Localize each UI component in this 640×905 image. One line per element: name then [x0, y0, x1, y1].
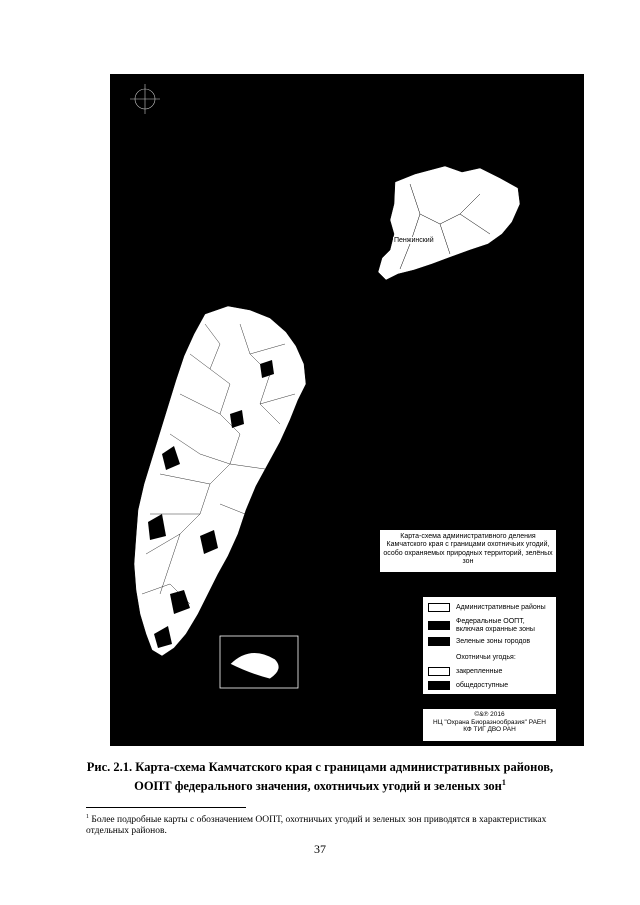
district-label: Пенжинский	[394, 237, 434, 244]
footnote	[86, 812, 556, 837]
caption-line-2-wrap	[0, 775, 640, 794]
legend-label: Зеленые зоны городов	[456, 637, 531, 645]
inset-islands	[220, 636, 298, 688]
legend-item	[428, 637, 530, 646]
legend-swatch-white	[428, 603, 450, 612]
legend-item	[428, 681, 508, 690]
legend-label: Федеральные ООПТ, включая охранные зоны	[456, 618, 535, 633]
legend-swatch-black	[428, 681, 450, 690]
legend-item	[428, 618, 546, 633]
footnote-mark: 1	[86, 814, 89, 820]
map-credit	[423, 709, 556, 741]
page-number: 37	[314, 842, 326, 856]
caption-line-2: ООПТ федерального значения, охотничьих угодий и зеленых зон	[134, 779, 502, 794]
legend-label: общедоступные	[456, 681, 509, 689]
credit-institute: КФ ТИГ ДВО РАН	[463, 726, 516, 733]
legend-swatch-black	[428, 637, 450, 646]
copyright-line: ©&℗ 2016	[474, 711, 505, 718]
legend-swatch-white	[428, 667, 450, 676]
footnote-rule	[86, 807, 246, 808]
caption-line-1: Рис. 2.1. Карта-схема Камчатского края с границами административных районов,	[86, 760, 554, 774]
map-title-box: Карта-схема административного деления Камчатского края с границами охотничьих угодий, особо охраняемых природных территорий, зелёных зон	[379, 529, 557, 573]
legend-hunting-header: Охотничьи угодья:	[456, 654, 516, 661]
legend-item	[428, 603, 546, 612]
northern-region-shape	[378, 166, 520, 280]
footnote-text: Более подробные карты с обозначением ООПТ, охотничьих угодий и зеленых зон приводятся в характеристиках отдельных районов.	[86, 815, 547, 837]
caption-footnote-ref: 1	[501, 778, 506, 787]
legend-label: закрепленные	[456, 667, 503, 675]
map-figure	[110, 74, 584, 746]
peninsula-shape	[134, 306, 306, 656]
compass-icon	[130, 84, 160, 114]
figure-caption	[0, 760, 640, 794]
legend-item	[428, 667, 502, 676]
map-legend	[423, 597, 556, 694]
legend-label: Административные районы	[456, 603, 546, 611]
legend-swatch-black	[428, 621, 450, 630]
credit-org: НЦ "Охрана Биоразнообразия" РАЕН	[433, 718, 546, 726]
